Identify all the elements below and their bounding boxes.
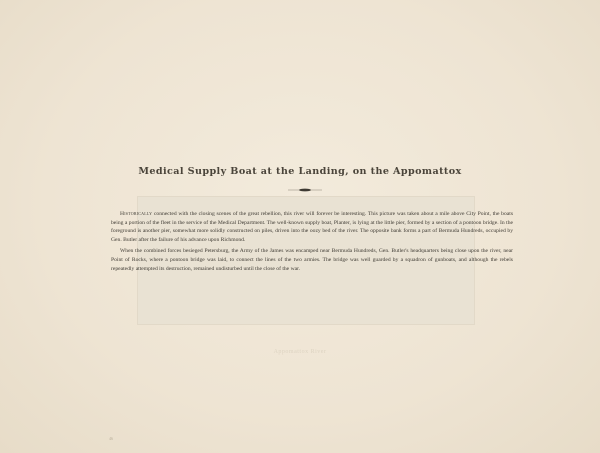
page-number: 46 [109, 436, 113, 441]
body-text [111, 210, 513, 276]
faint-show-through-caption: Appomattox River [273, 349, 327, 355]
paragraph-1 [111, 210, 513, 244]
paragraph-2: When the combined forces besieged Petersburg, the Army of the James was encamped near Bermuda Hundreds, Gen. Butler's headquarters being close upon the river, near Point of Rocks, where a pontoon bridge was laid, to connect the lines of the two armies. The bridge was well guarded by a squadron of gunboats, and although the rebels repeatedly attempted its destruction, remained undisturbed until the close of the war. [111, 248, 513, 272]
page-title: Medical Supply Boat at the Landing, on the Appomattox [138, 166, 462, 177]
title-ornament [288, 187, 322, 193]
paragraph-1-lead: Historically [120, 211, 153, 217]
paragraph-1-rest: connected with the closing scenes of the great rebellion, this river will forever be interesting. This picture was taken about a mile above City Point, the boats being a portion of the fleet in the service of the Medical Department. The well-known supply boat, Planter, is lying at the little pier, formed by a section of a pontoon bridge. In the foreground is another pier, somewhat more solidly constructed on piles, driven into the oozy bed of the river. The opposite bank forms a part of Bermuda Hundreds, occupied by Gen. Butler after the failure of his advance upon Richmond. [111, 211, 513, 243]
